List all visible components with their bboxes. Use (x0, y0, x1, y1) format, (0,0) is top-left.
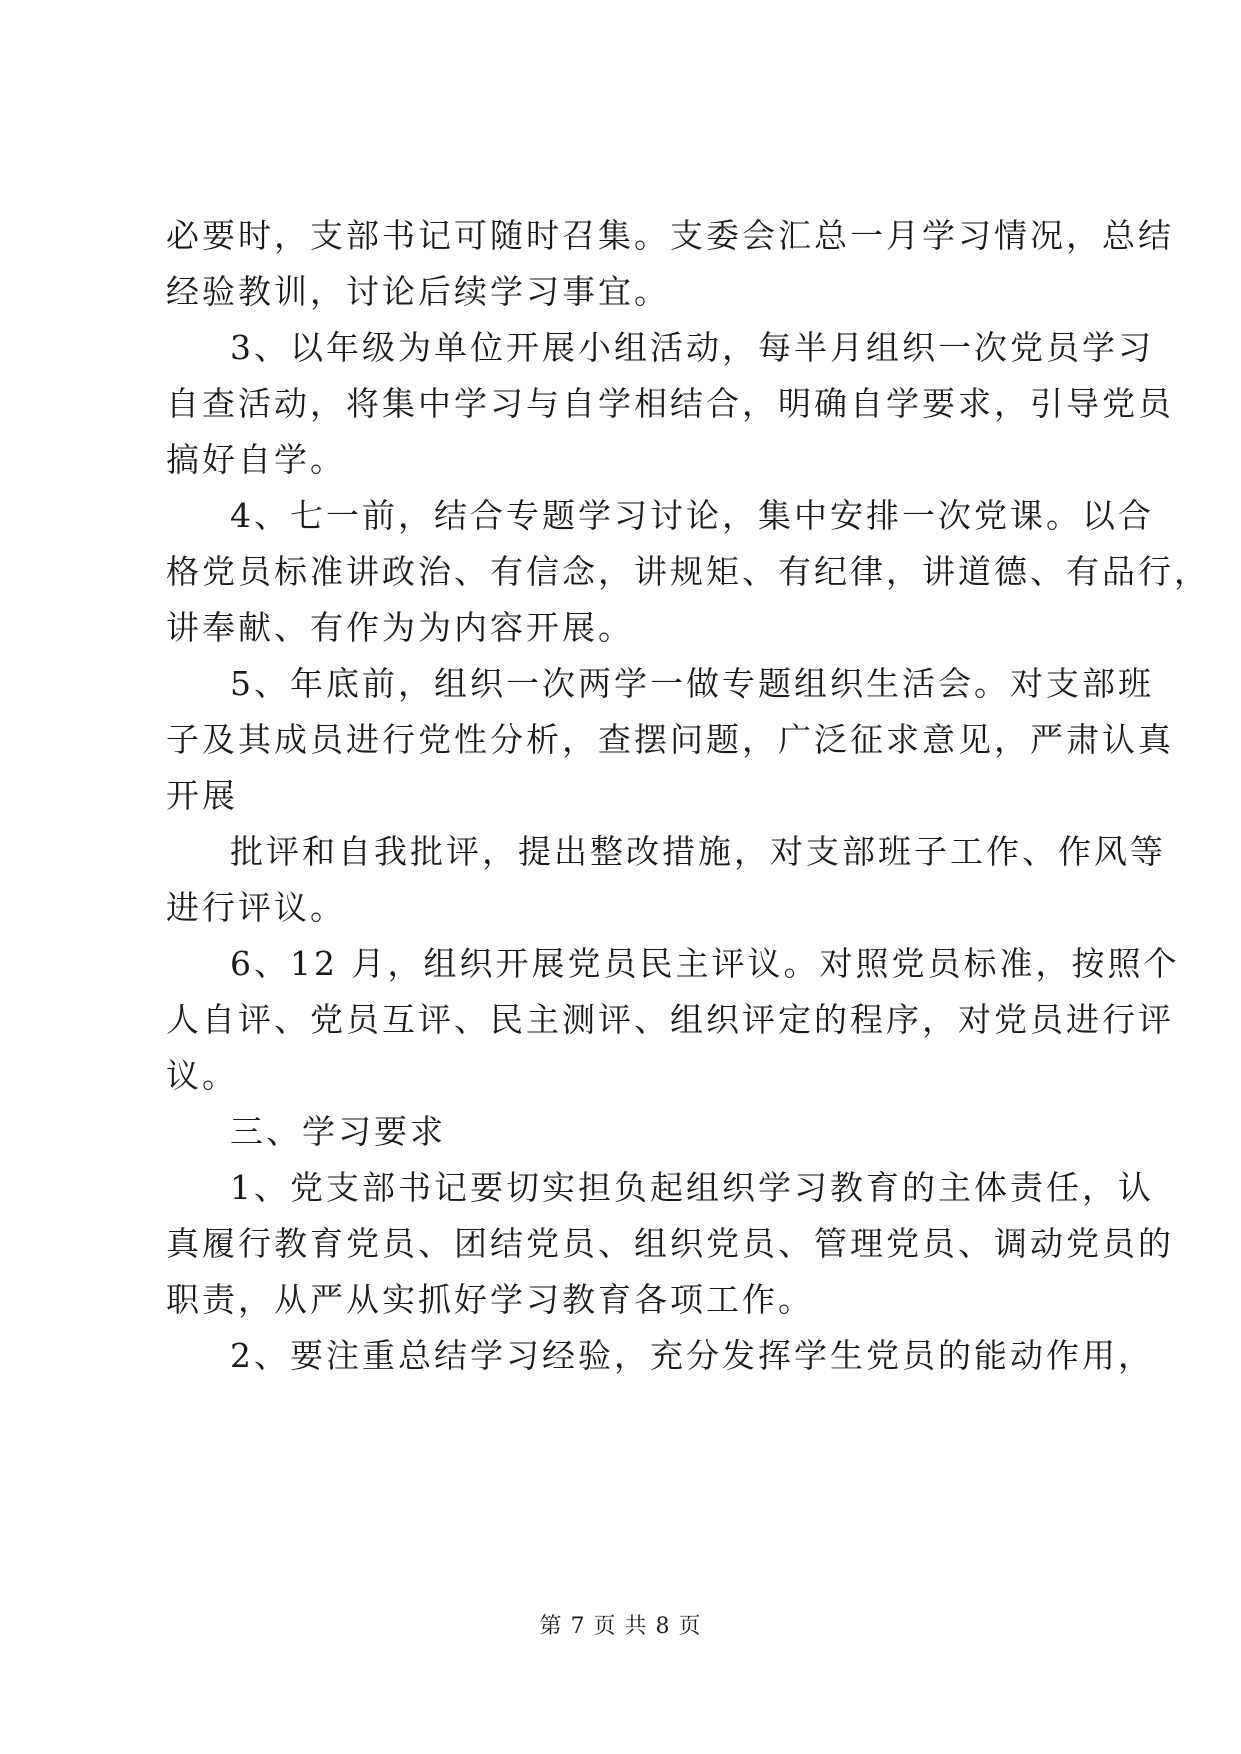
body-line: 进行评议。 (166, 888, 346, 927)
section-heading: 三、学习要求 (230, 1112, 446, 1151)
paragraph-first-line: 6、12 月，组织开展党员民主评议。对照党员标准，按照个 (230, 944, 1180, 983)
body-line: 议。 (166, 1056, 238, 1095)
paragraph-first-line: 1、党支部书记要切实担负起组织学习教育的主体责任，认 (230, 1168, 1154, 1207)
body-line: 经验教训，讨论后续学习事宜。 (166, 272, 670, 311)
paragraph-first-line: 4、七一前，结合专题学习讨论，集中安排一次党课。以合 (230, 496, 1154, 535)
body-line: 职责，从严从实抓好学习教育各项工作。 (166, 1280, 814, 1319)
body-line: 搞好自学。 (166, 440, 346, 479)
body-line: 自查活动，将集中学习与自学相结合，明确自学要求，引导党员 (166, 384, 1174, 423)
paragraph-first-line: 5、年底前，组织一次两学一做专题组织生活会。对支部班 (230, 664, 1154, 703)
body-line: 子及其成员进行党性分析，查摆问题，广泛征求意见，严肃认真 (166, 720, 1174, 759)
paragraph-first-line: 2、要注重总结学习经验，充分发挥学生党员的能动作用， (230, 1336, 1154, 1375)
body-line: 真履行教育党员、团结党员、组织党员、管理党员、调动党员的 (166, 1224, 1174, 1263)
body-line: 必要时，支部书记可随时召集。支委会汇总一月学习情况，总结 (166, 216, 1174, 255)
body-line: 讲奉献、有作为为内容开展。 (166, 608, 634, 647)
paragraph-first-line: 3、以年级为单位开展小组活动，每半月组织一次党员学习 (230, 328, 1154, 367)
body-line: 格党员标准讲政治、有信念，讲规矩、有纪律，讲道德、有品行， (166, 552, 1210, 591)
page-footer: 第 7 页 共 8 页 (539, 1614, 702, 1639)
body-line: 人自评、党员互评、民主测评、组织评定的程序，对党员进行评 (166, 1000, 1174, 1039)
body-line: 开展 (166, 776, 238, 815)
paragraph-first-line: 批评和自我批评，提出整改措施，对支部班子工作、作风等 (230, 832, 1166, 871)
